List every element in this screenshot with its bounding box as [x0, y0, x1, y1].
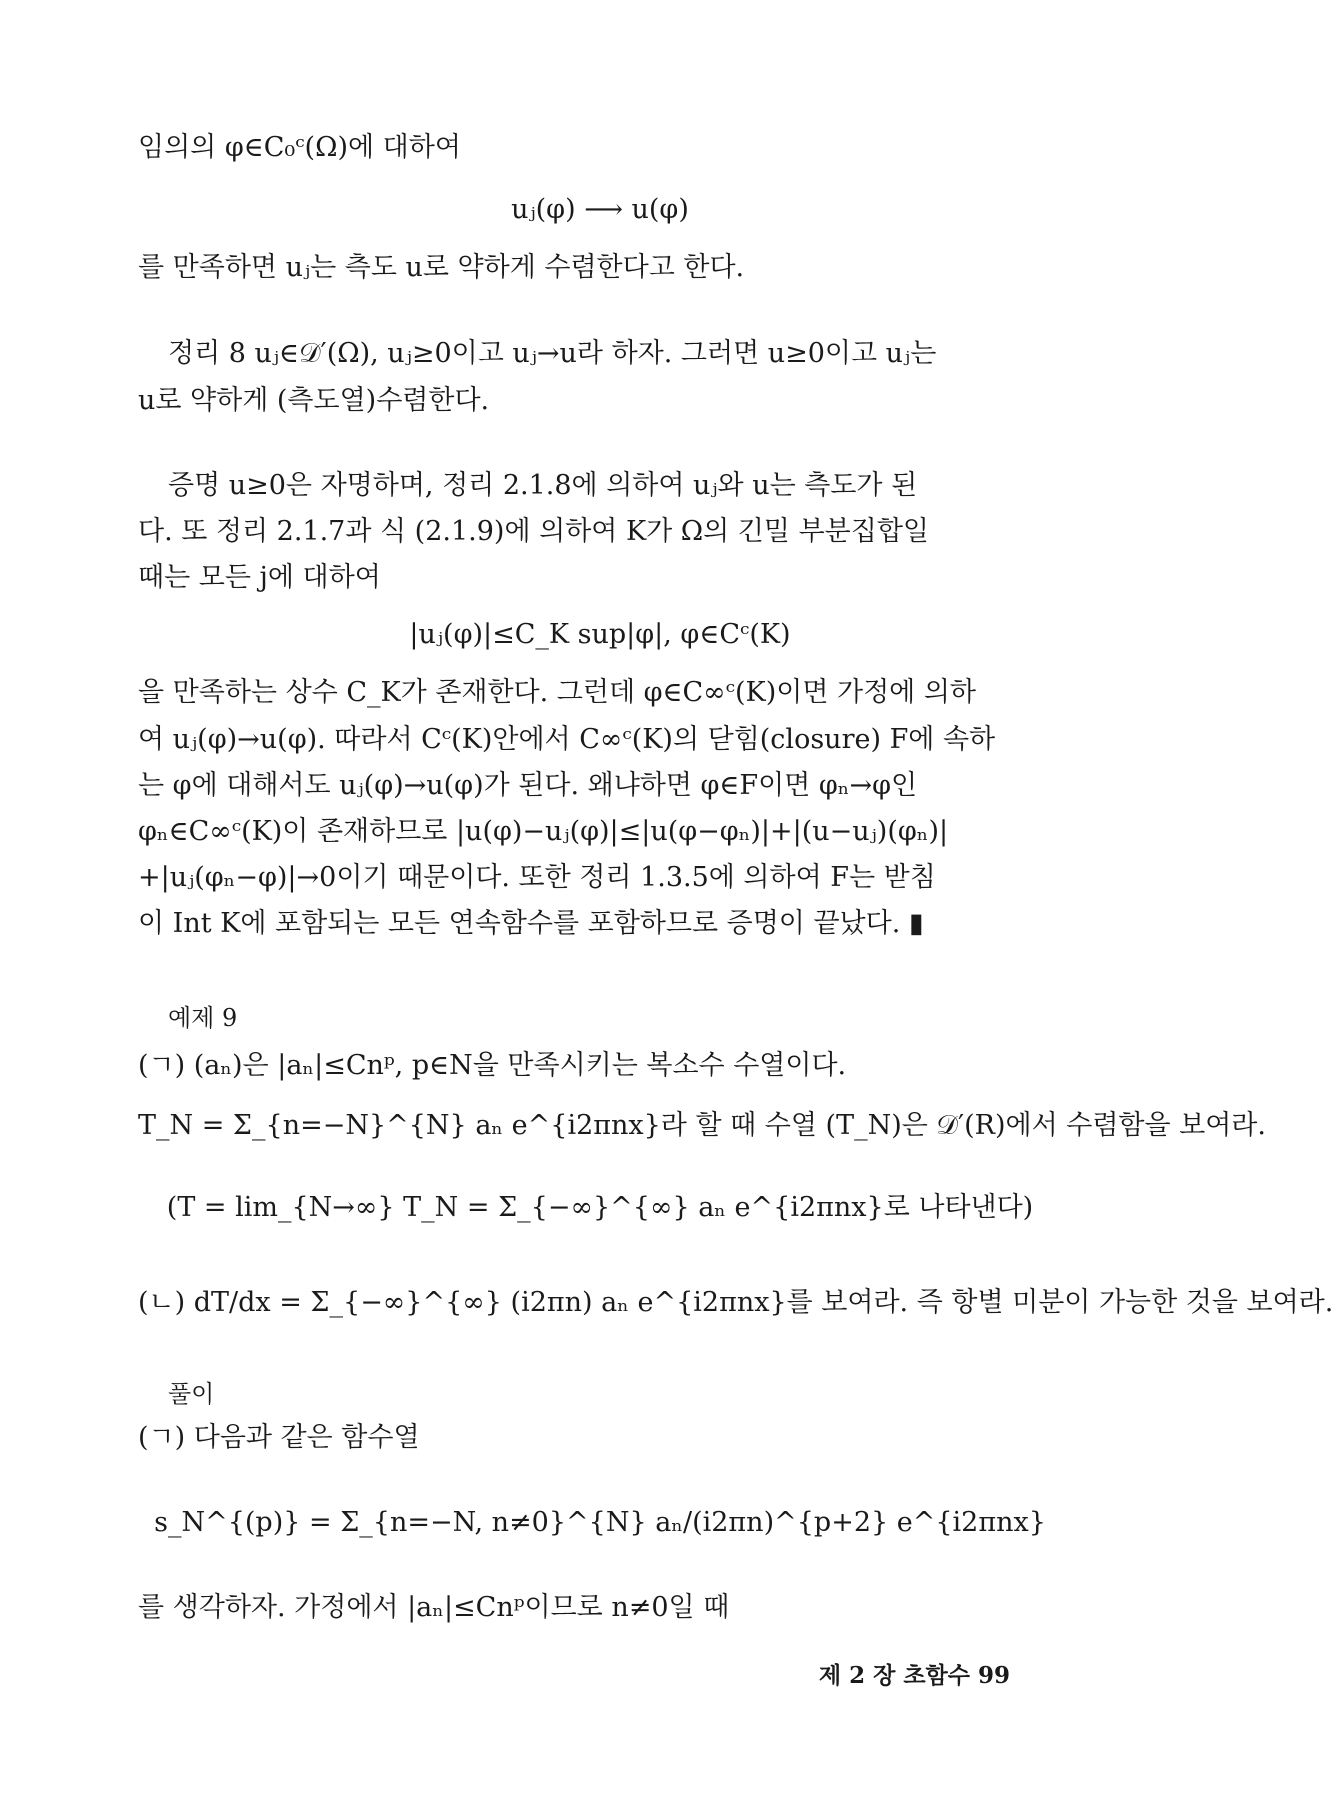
proof-line: 증명 u≥0은 자명하며, 정리 2.1.8에 의하여 uⱼ와 u는 측도가 된: [168, 470, 918, 501]
text-line: φₙ∈C∞ᶜ(K)이 존재하므로 |u(φ)−uⱼ(φ)|≤|u(φ−φₙ)|+|(u−uⱼ)(φₙ)|: [138, 816, 949, 847]
equation-line: (T = lim_{N→∞} T_N = Σ_{−∞}^{∞} aₙ e^{i2πnx}로 나타낸다): [166, 1192, 1034, 1223]
text-line: 을 만족하는 상수 C_K가 존재한다. 그런데 φ∈C∞ᶜ(K)이면 가정에 의하: [138, 677, 977, 708]
equation-line: s_N^{(p)} = Σ_{n=−N, n≠0}^{N} aₙ/(i2πn)^{p+2} e^{i2πnx}: [154, 1507, 1046, 1538]
text-line: 를 생각하자. 가정에서 |aₙ|≤Cnᵖ이므로 n≠0일 때: [138, 1592, 730, 1623]
text-line: 는 φ에 대해서도 uⱼ(φ)→u(φ)가 된다. 왜냐하면 φ∈F이면 φₙ→φ인: [138, 770, 918, 801]
text-line: 이 Int K에 포함되는 모든 연속함수를 포함하므로 증명이 끝났다. ▮: [138, 908, 924, 939]
example-heading: 예제 9: [168, 1004, 238, 1032]
equation-line: |uⱼ(φ)|≤C_K sup|φ|, φ∈Cᶜ(K): [409, 619, 791, 650]
text-line: 임의의 φ∈C₀ᶜ(Ω)에 대하여: [138, 132, 461, 163]
equation-line: T_N = Σ_{n=−N}^{N} aₙ e^{i2πnx}라 할 때 수열 (T_N)은 𝒟′(R)에서 수렴함을 보여라.: [138, 1110, 1266, 1141]
solution-heading: 풀이: [168, 1380, 215, 1408]
text-line: (ㄱ) 다음과 같은 함수열: [138, 1422, 420, 1453]
text-line: +|uⱼ(φₙ−φ)|→0이기 때문이다. 또한 정리 1.3.5에 의하여 F는 받침: [138, 862, 936, 893]
text-line: 때는 모든 j에 대하여: [138, 562, 381, 593]
equation-line: (ㄴ) dT/dx = Σ_{−∞}^{∞} (i2πn) aₙ e^{i2πnx}를 보여라. 즉 항별 미분이 가능한 것을 보여라.: [138, 1287, 1333, 1318]
page-footer: 제 2 장 초함수 99: [818, 1662, 1010, 1689]
theorem-statement: 정리 8 uⱼ∈𝒟′(Ω), uⱼ≥0이고 uⱼ→u라 하자. 그러면 u≥0이고 uⱼ는: [168, 338, 937, 369]
text-line: 다. 또 정리 2.1.7과 식 (2.1.9)에 의하여 K가 Ω의 긴밀 부분집합일: [138, 516, 929, 547]
equation-line: uⱼ(φ) ⟶ u(φ): [511, 194, 689, 225]
text-line: 를 만족하면 uⱼ는 측도 u로 약하게 수렴한다고 한다.: [138, 252, 745, 283]
text-line: (ㄱ) (aₙ)은 |aₙ|≤Cnᵖ, p∈N을 만족시키는 복소수 수열이다.: [138, 1050, 847, 1081]
text-line: 여 uⱼ(φ)→u(φ). 따라서 Cᶜ(K)안에서 C∞ᶜ(K)의 닫힘(closure) F에 속하: [138, 724, 996, 755]
text-line: u로 약하게 (측도열)수렴한다.: [138, 385, 490, 416]
